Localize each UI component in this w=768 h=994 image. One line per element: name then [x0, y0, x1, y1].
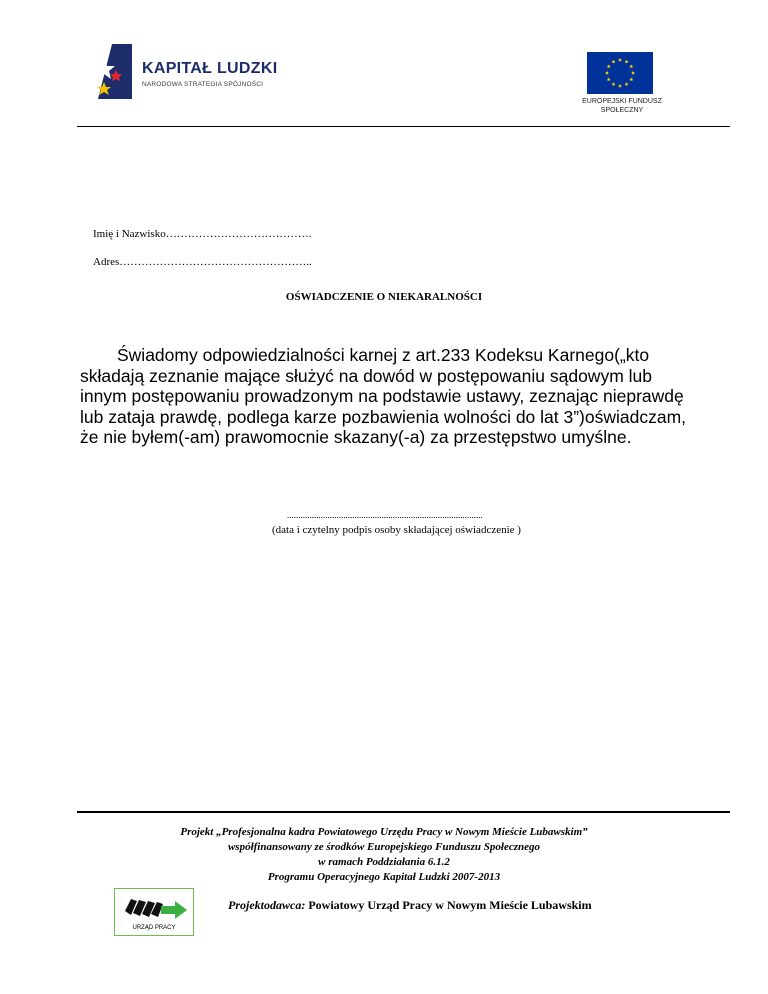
- footer-line-4: Programu Operacyjnego Kapitał Ludzki 2007-2013: [267, 871, 501, 883]
- footer-divider: [77, 811, 730, 813]
- statement-text: Świadomy odpowiedzialności karnej z art.233 Kodeksu Karnego(„kto składają zeznanie mające służyć na dowód w postępowaniu sądowym lub innym postępowaniu prowadzonym na podstawie ustawy, zeznając nieprawdę lub zataja prawdę, podlega karze pozbawienia wolności do lat 3”)oświadczam, że nie byłem(-am) prawomocnie skazany(-a) za przestępstwo umyślne.: [80, 345, 687, 448]
- footer-line-1: Projekt „Profesjonalna kadra Powiatowego Urzędu Pracy w Nowym Mieście Lubawskim”: [180, 826, 588, 838]
- eu-efs-logo: [572, 52, 672, 118]
- name-field: Imię i Nazwisko………………………………….: [93, 228, 312, 240]
- header-divider: [77, 126, 730, 127]
- projektodawca-label: Projektodawca:: [228, 898, 306, 912]
- footer-line-3: w ramach Poddziałania 6.1.2: [318, 856, 450, 868]
- address-field: Adres……………………………………………..: [93, 256, 312, 268]
- kapital-ludzki-subtitle: NARODOWA STRATEGIA SPÓJNOŚCI: [142, 81, 264, 88]
- urzad-pracy-logo: [114, 888, 194, 936]
- eu-logo-line1: EUROPEJSKI FUNDUSZ: [582, 98, 662, 105]
- signature-caption: (data i czytelny podpis osoby składającej oświadczenie ): [272, 524, 521, 536]
- document-title: OŚWIADCZENIE O NIEKARALNOŚCI: [285, 291, 483, 303]
- urzad-pracy-label: URZĄD PRACY: [132, 925, 176, 931]
- projektodawca-value: Powiatowy Urząd Pracy w Nowym Mieście Lubawskim: [305, 898, 592, 912]
- kapital-ludzki-title: KAPITAŁ LUDZKI: [142, 60, 278, 77]
- kapital-ludzki-logo: [92, 44, 282, 104]
- signature-line: .......................................................................................: [287, 510, 483, 520]
- kapital-ludzki-emblem-icon: [92, 44, 132, 99]
- footer-line-2: współfinansowany ze środków Europejskiego Funduszu Społecznego: [227, 841, 541, 853]
- projektodawca-line: [228, 898, 592, 913]
- eu-logo-line2: SPOŁECZNY: [600, 107, 644, 114]
- eu-flag-icon: [587, 52, 653, 94]
